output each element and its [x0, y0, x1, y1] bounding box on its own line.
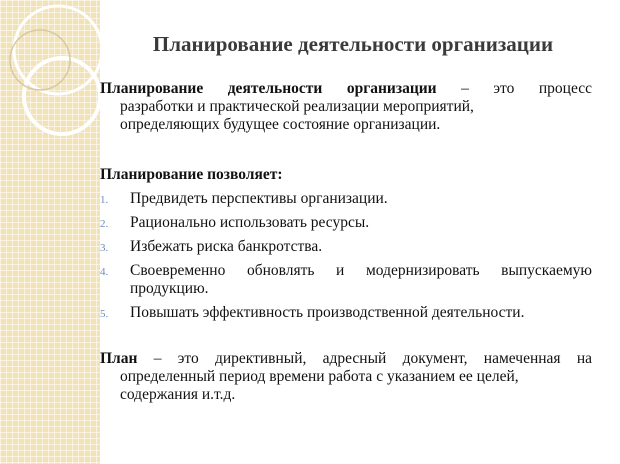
list-item	[100, 238, 592, 256]
benefits-list	[100, 190, 592, 328]
decorative-circles	[0, 0, 110, 160]
list-number: 3.	[100, 242, 109, 254]
list-item-text: Рационально использовать ресурсы.	[130, 214, 370, 231]
definition-term: Планирование деятельности организации	[100, 80, 437, 97]
list-number: 2.	[100, 218, 109, 230]
definition-line-2: разработки и практической реализации мероприятий,	[120, 98, 474, 115]
list-item	[100, 262, 592, 298]
definition-paragraph	[100, 80, 592, 134]
list-item-text: Предвидеть перспективы организации.	[130, 190, 388, 207]
plan-paragraph	[100, 350, 592, 404]
plan-line-1-rest: – это директивный, адресный документ, намеченная на	[137, 350, 592, 367]
page-title: Планирование деятельности организации	[152, 32, 554, 56]
plan-line-1	[100, 350, 592, 368]
definition-line-1	[100, 80, 592, 98]
list-number: 4.	[100, 266, 109, 278]
list-item	[100, 304, 592, 322]
list-number: 1.	[100, 194, 109, 206]
definition-line-3: определяющих будущее состояние организации.	[120, 116, 441, 133]
list-item	[100, 214, 592, 232]
list-item-text: Повышать эффективность производственной деятельности.	[130, 304, 525, 321]
list-item	[100, 190, 592, 208]
list-item-text: Своевременно обновлять и модернизировать выпускаемую продукцию.	[130, 262, 592, 297]
list-number: 5.	[100, 308, 109, 320]
plan-line-2: определенный период времени работа с указанием ее целей,	[120, 368, 519, 385]
list-item-text: Избежать риска банкротства.	[130, 238, 323, 255]
plan-line-3: содержания и.т.д.	[120, 386, 236, 403]
definition-line-1-rest: – это процесс	[436, 80, 592, 97]
plan-term: План	[100, 350, 138, 367]
allows-heading: Планирование позволяет:	[100, 166, 283, 183]
